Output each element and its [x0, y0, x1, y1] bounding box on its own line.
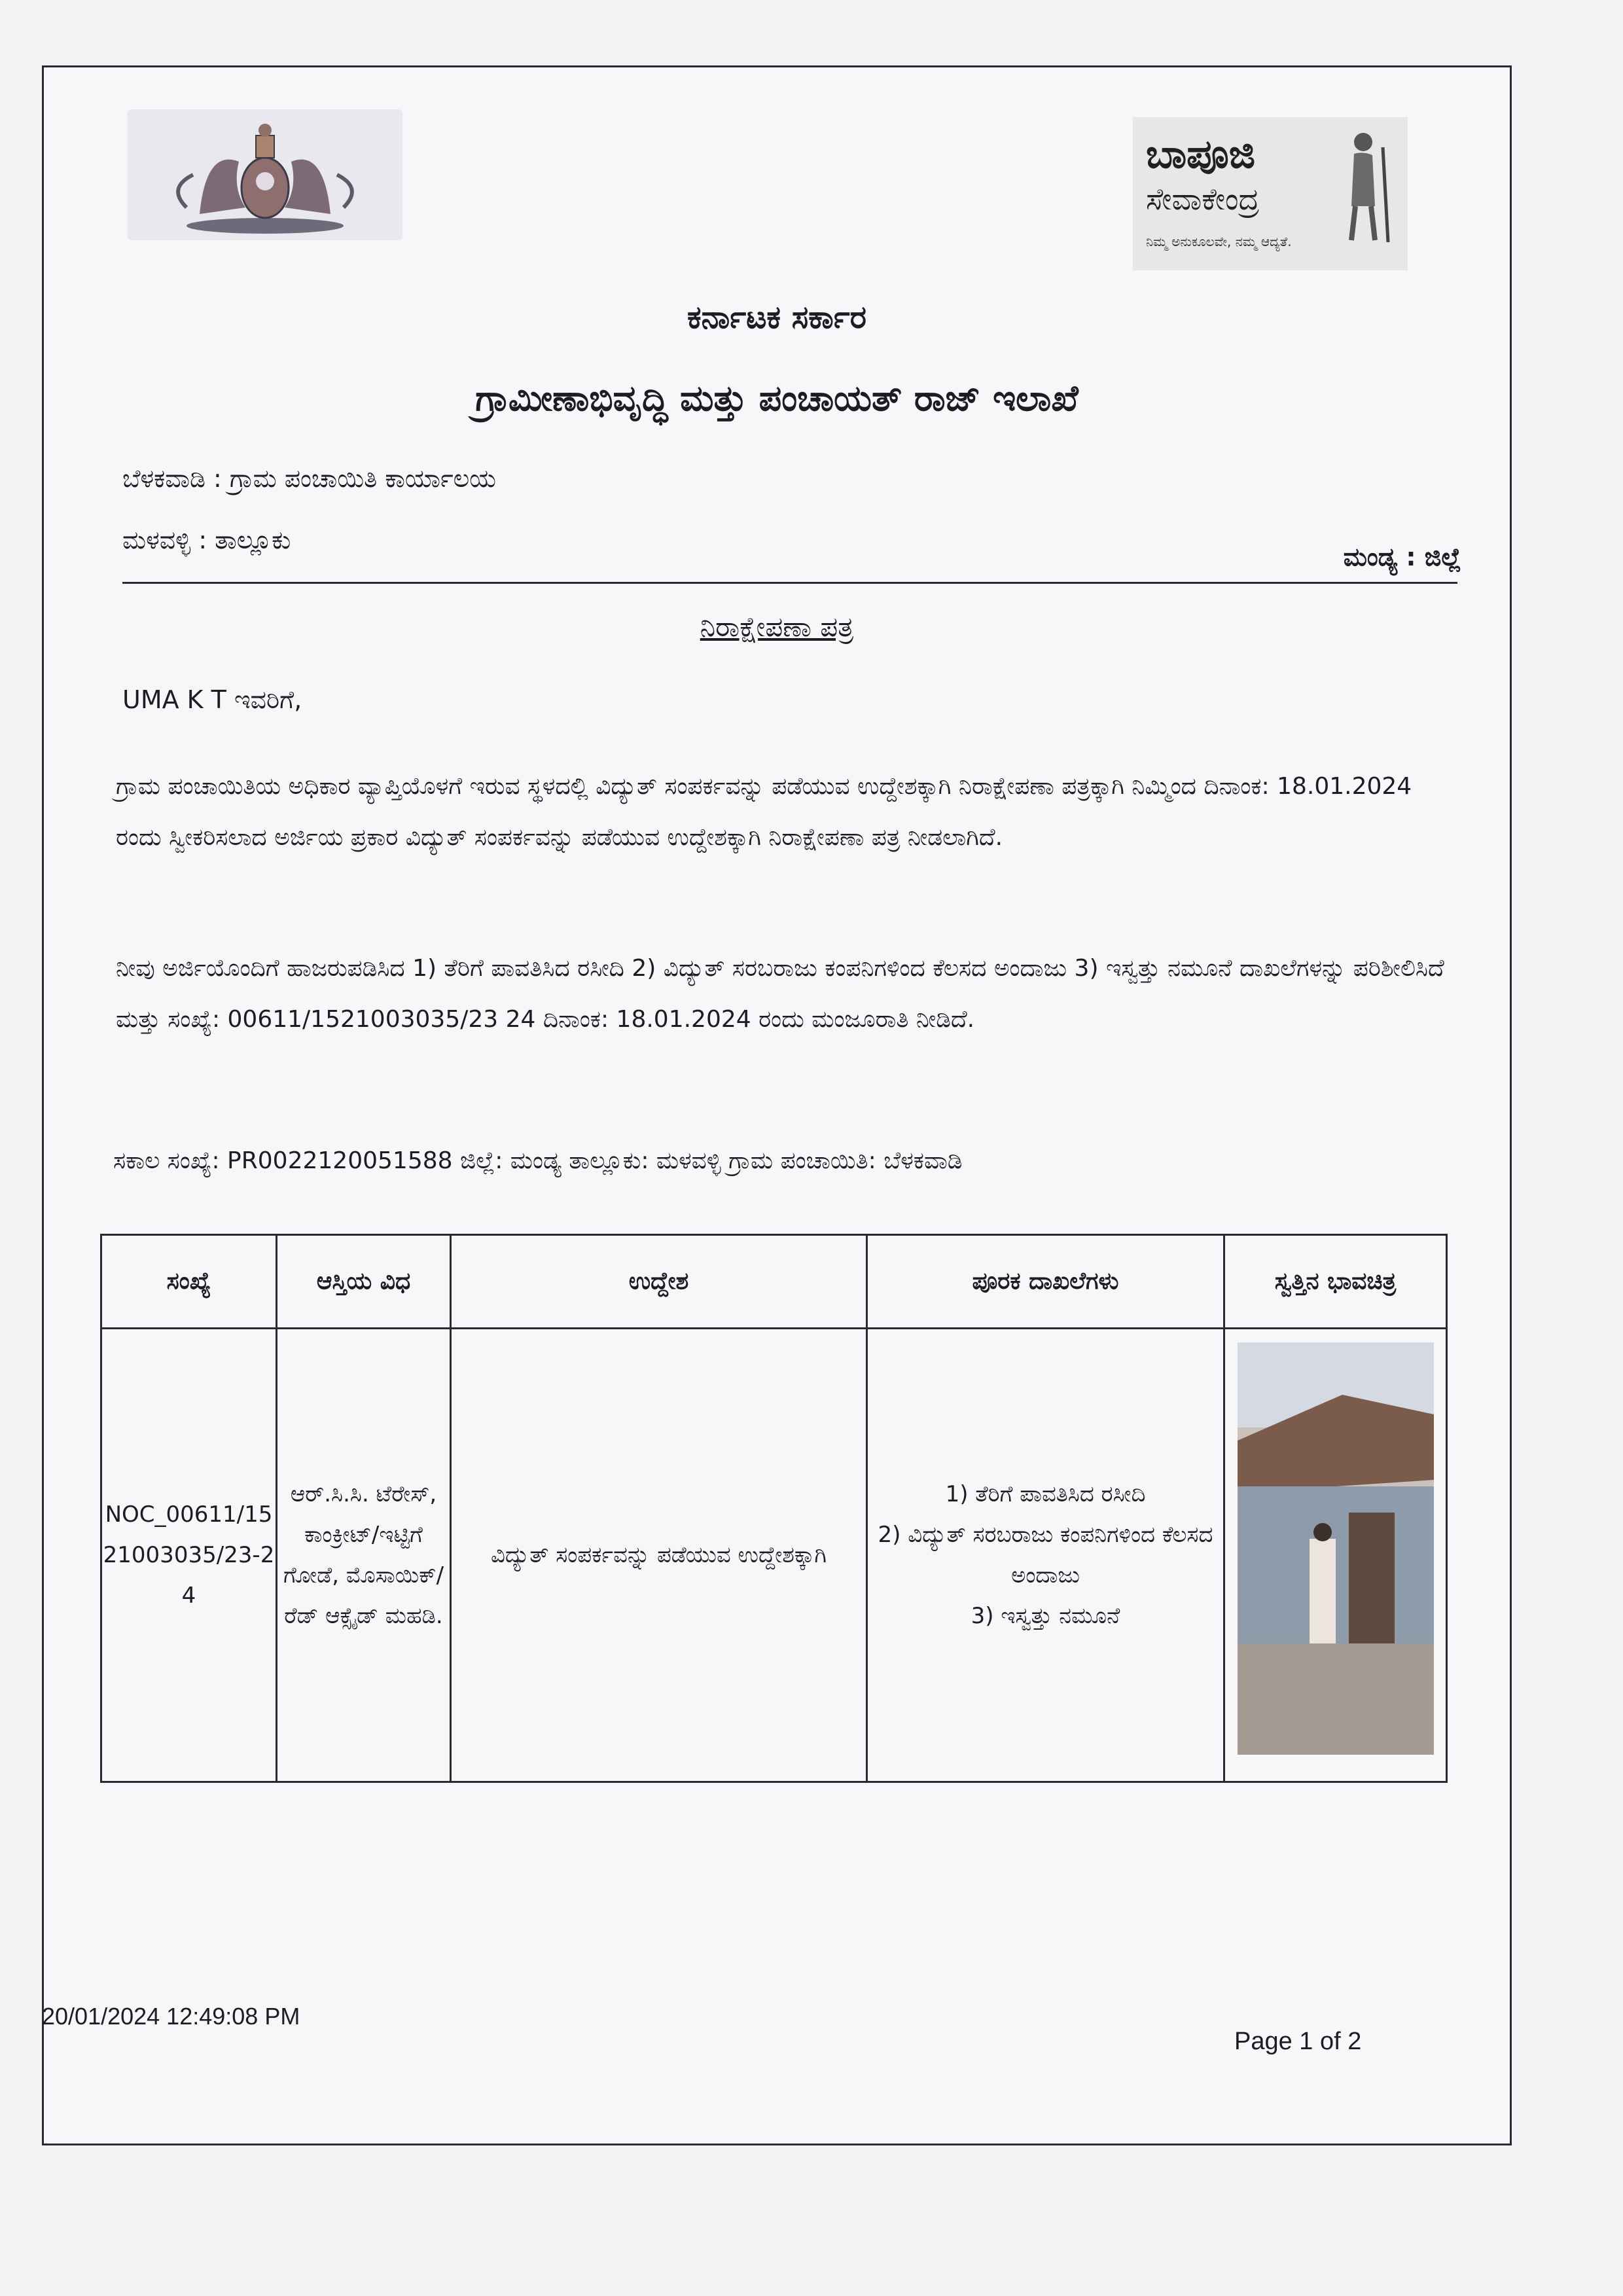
reference-line: ಸಕಾಲ ಸಂಖ್ಯೆ: PR0022120051588 ಜಿಲ್ಲೆ: ಮಂಡ್ಯ ತಾಲ್ಲೂಕು: ಮಳವಳ್ಳಿ ಗ್ರಾಮ ಪಂಚಾಯಿತಿ: ಬೆಳಕವಾಡಿ	[113, 1147, 963, 1174]
column-header: ಆಸ್ತಿಯ ವಿಧ	[277, 1235, 451, 1329]
column-header: ಉದ್ದೇಶ	[451, 1235, 867, 1329]
logo-line1: ಬಾಪೂಜಿ	[1146, 132, 1256, 177]
logo-line2: ಸೇವಾಕೇಂದ್ರ	[1146, 181, 1260, 217]
logo-tagline: ನಿಮ್ಮ ಅನುಕೂಲವೇ, ನಮ್ಮ ಆದ್ಯತೆ.	[1146, 234, 1292, 249]
header-divider	[122, 582, 1457, 584]
office-line: ಬೆಳಕವಾಡಿ : ಗ್ರಾಮ ಪಂಚಾಯಿತಿ ಕಾರ್ಯಾಲಯ	[122, 464, 497, 493]
document-title: ನಿರಾಕ್ಷೇಪಣಾ ಪತ್ರ	[700, 611, 854, 643]
timestamp: 20/01/2024 12:49:08 PM	[42, 2003, 300, 2030]
document-item: 3) ಇಸ್ವತ್ತು ನಮೂನೆ	[971, 1603, 1120, 1629]
column-header: ಪೂರಕ ದಾಖಲೆಗಳು	[867, 1235, 1224, 1329]
column-header: ಸ್ವತ್ತಿನ ಭಾವಚಿತ್ರ	[1224, 1235, 1447, 1329]
page-number: Page 1 of 2	[1234, 2028, 1362, 2055]
department-title: ಗ್ರಾಮೀಣಾಭಿವೃದ್ಧಿ ಮತ್ತು ಪಂಚಾಯತ್ ರಾಜ್ ಇಲಾಖೆ	[475, 378, 1079, 419]
column-header: ಸಂಖ್ಯೆ	[101, 1235, 277, 1329]
district-line: ಮಂಡ್ಯ : ಜಿಲ್ಲೆ	[1343, 543, 1461, 571]
government-title: ಕರ್ನಾಟಕ ಸರ್ಕಾರ	[687, 299, 867, 336]
document-item: 2) ವಿದ್ಯುತ್ ಸರಬರಾಜು ಕಂಪನಿಗಳಿಂದ ಕೆಲಸದ ಅಂದಾಜು	[878, 1522, 1213, 1588]
taluk-line: ಮಳವಳ್ಳಿ : ತಾಲ್ಲೂಕು	[122, 526, 291, 554]
gandhi-figure-icon	[1329, 128, 1395, 245]
property-photo	[1224, 1329, 1447, 1782]
salutation: UMA K T ಇವರಿಗೆ,	[122, 685, 302, 714]
property-type: ಆರ್.ಸಿ.ಸಿ. ಟೆರೇಸ್, ಕಾಂಕ್ರೀಟ್/ಇಟ್ಟಿಗೆ ಗೋಡೆ, ಮೊಸಾಯಿಕ್/ರೆಡ್ ಆಕ್ಸೈಡ್ ಮಹಡಿ.	[277, 1329, 451, 1782]
state-emblem-icon	[128, 109, 402, 240]
property-table	[100, 1234, 1448, 1783]
table-row	[101, 1329, 1447, 1782]
noc-number: NOC_00611/1521003035/23-24	[101, 1329, 277, 1782]
table-header-row	[101, 1235, 1447, 1329]
document-page	[42, 65, 1512, 2145]
paragraph-2: ನೀವು ಅರ್ಜಿಯೊಂದಿಗೆ ಹಾಜರುಪಡಿಸಿದ 1) ತೆರಿಗೆ ಪಾವತಿಸಿದ ರಸೀದಿ 2) ವಿದ್ಯುತ್ ಸರಬರಾಜು ಕಂಪನಿಗಳಿಂದ ಕೆಲಸದ ಅಂದಾಜು 3) ಇಸ್ವತ್ತು ನಮೂನೆ ದಾಖಲೆಗಳನ್ನು ಪರಿಶೀಲಿಸಿದೆ ಮತ್ತು ಸಂಖ್ಯೆ: 00611/1521003035/23 24 ದಿನಾಂಕ: 18.01.2024 ರಂದು ಮಂಜೂರಾತಿ ನೀಡಿದೆ.	[116, 955, 1444, 1033]
property-photo-image	[1238, 1342, 1434, 1755]
paragraph-1: ಗ್ರಾಮ ಪಂಚಾಯಿತಿಯ ಅಧಿಕಾರ ವ್ಯಾಪ್ತಿಯೊಳಗೆ ಇರುವ ಸ್ಥಳದಲ್ಲಿ ವಿದ್ಯುತ್ ಸಂಪರ್ಕವನ್ನು ಪಡೆಯುವ ಉದ್ದೇಶಕ್ಕಾಗಿ ನಿರಾಕ್ಷೇಪಣಾ ಪತ್ರಕ್ಕಾಗಿ ನಿಮ್ಮಿಂದ ದಿನಾಂಕ: 18.01.2024 ರಂದು ಸ್ವೀಕರಿಸಲಾದ ಅರ್ಜಿಯ ಪ್ರಕಾರ ವಿದ್ಯುತ್ ಸಂಪರ್ಕವನ್ನು ಪಡೆಯುವ ಉದ್ದೇಶಕ್ಕಾಗಿ ನಿರಾಕ್ಷೇಪಣಾ ಪತ್ರ ನೀಡಲಾಗಿದೆ.	[116, 773, 1412, 851]
document-item: 1) ತೆರಿಗೆ ಪಾವತಿಸಿದ ರಸೀದಿ	[945, 1481, 1146, 1507]
supporting-documents	[867, 1329, 1224, 1782]
bapuji-seva-kendra-logo	[1133, 117, 1408, 270]
purpose: ವಿದ್ಯುತ್ ಸಂಪರ್ಕವನ್ನು ಪಡೆಯುವ ಉದ್ದೇಶಕ್ಕಾಗಿ	[451, 1329, 867, 1782]
